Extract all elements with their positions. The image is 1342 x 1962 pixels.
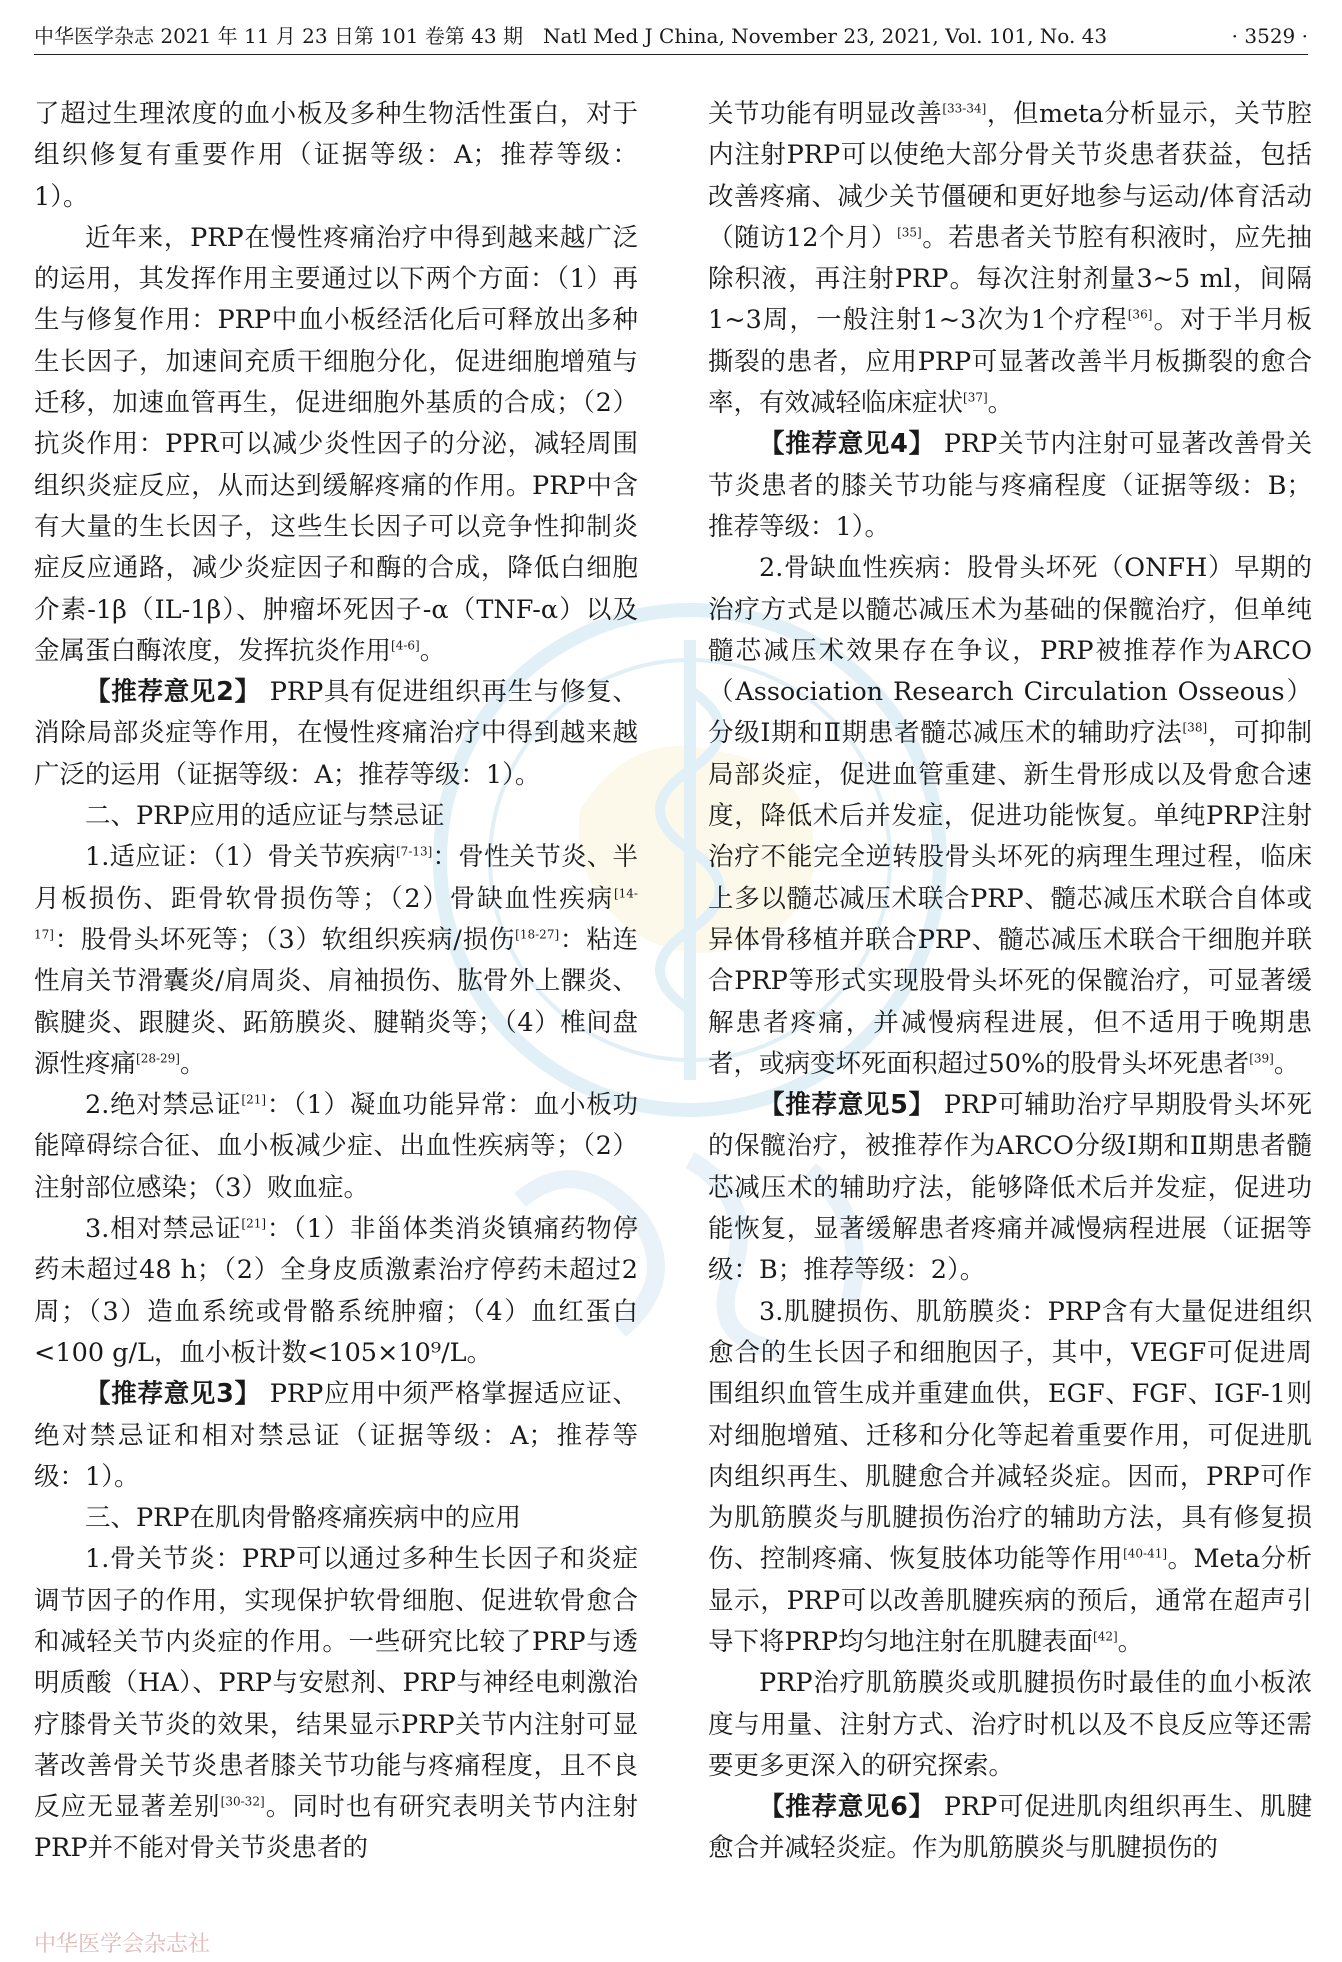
citation-ref: [37] bbox=[963, 390, 988, 405]
paragraph-text: 近年来，PRP在慢性疼痛治疗中得到越来越广泛的运用，其发挥作用主要通过以下两个方面：（1）再生与修复作用：PRP中血小板经活化后可释放出多种生长因子，加速间充质干细胞分化，促进细胞增殖与迁移，加速血管再生，促进细胞外基质的合成；（2）抗炎作用：PPR可以减少炎性因子的分泌，减轻周围组织炎症反应，从而达到缓解疼痛的作用。PRP中含有大量的生长因子，这些生长因子可以竞争性抑制炎症反应通路，减少炎症因子和酶的合成，降低白细胞介素-1β（IL-1β）、肿瘤坏死因子-α（TNF-α）以及金属蛋白酶浓度，发挥抗炎作用 bbox=[34, 222, 638, 666]
paragraph-text: ：（1）非甾体类消炎镇痛药物停药未超过48 h；（2）全身皮质激素治疗停药未超过2周；（3）造血系统或骨骼系统肿瘤；（4）血红蛋白<100 g/L，血小板计数<105×10⁹/L。 bbox=[34, 1214, 638, 1368]
body-paragraph bbox=[34, 796, 638, 837]
body-paragraph bbox=[34, 1539, 638, 1869]
body-paragraph bbox=[708, 1292, 1312, 1664]
recommendation-label: 【推荐意见5】 bbox=[759, 1090, 935, 1121]
paragraph-text: ：（1）凝血功能异常：血小板功能障碍综合征、血小板减少症、出血性疾病等；（2）注射部位感染；（3）败血症。 bbox=[34, 1090, 638, 1203]
paragraph-text: PRP可促进肌肉组织再生、肌腱愈合并减轻炎症。作为肌筋膜炎与肌腱损伤的 bbox=[708, 1792, 1313, 1864]
paragraph-text: 2.骨缺血性疾病：股骨头坏死（ONFH）早期的治疗方式是以髓芯减压术为基础的保髋治疗，但单纯髓芯减压术效果存在争议，PRP被推荐作为ARCO（Association Research Circulation Osseous）分级Ⅰ期和Ⅱ期患者髓芯减压术的辅助疗法 bbox=[708, 553, 1312, 749]
citation-ref: [39] bbox=[1249, 1051, 1274, 1066]
citation-ref: [21] bbox=[241, 1092, 267, 1107]
body-paragraph bbox=[34, 837, 638, 1085]
citation-ref: [38] bbox=[1182, 720, 1208, 735]
paragraph-text: PRP可辅助治疗早期股骨头坏死的保髋治疗，被推荐作为ARCO分级Ⅰ期和Ⅱ期患者髓芯减压术的辅助疗法，能够降低术后并发症，促进功能恢复，显著缓解患者疼痛并减慢病程进展（证据等级：B；推荐等级：2）。 bbox=[708, 1090, 1313, 1286]
recommendation-label: 【推荐意见6】 bbox=[759, 1792, 935, 1823]
citation-ref: [4-6] bbox=[391, 638, 420, 653]
paragraph-text: PRP具有促进组织再生与修复、消除局部炎症等作用，在慢性疼痛治疗中得到越来越广泛的运用（证据等级：A；推荐等级：1）。 bbox=[34, 677, 639, 790]
body-paragraph bbox=[708, 94, 1312, 424]
paragraph-text: PRP关节内注射可显著改善骨关节炎患者的膝关节功能与疼痛程度（证据等级：B；推荐等级：1）。 bbox=[708, 429, 1313, 542]
paragraph-text: ：股骨头坏死等；（3）软组织疾病/损伤 bbox=[53, 924, 516, 955]
recommendation-paragraph bbox=[708, 1787, 1312, 1870]
recommendation-label: 【推荐意见4】 bbox=[759, 429, 935, 460]
left-column bbox=[34, 94, 638, 1870]
paragraph-text: 关节功能有明显改善 bbox=[708, 99, 943, 129]
paragraph-text: 。 bbox=[1273, 1048, 1300, 1079]
paragraph-text: 。 bbox=[179, 1048, 206, 1079]
paragraph-text: 3.肌腱损伤、肌筋膜炎：PRP含有大量促进组织愈合的生长因子和细胞因子，其中，VEGF可促进周围组织血管生成并重建血供，EGF、FGF、IGF-1则对细胞增殖、迁移和分化等起着重要作用，可促进肌肉组织再生、肌腱愈合并减轻炎症。因而，PRP可作为肌筋膜炎与肌腱损伤治疗的辅助方法，具有修复损伤、控制疼痛、恢复肢体功能等作用 bbox=[708, 1296, 1312, 1575]
citation-ref: [33-34] bbox=[942, 101, 987, 116]
footer-watermark: 中华医学会杂志社 bbox=[34, 1932, 211, 1957]
paragraph-text: ：粘连性肩关节滑囊炎/肩周炎、肩袖损伤、肱骨外上髁炎、髌腱炎、跟腱炎、跖筋膜炎、腱鞘炎等；（4）椎间盘源性疼痛 bbox=[34, 924, 638, 1079]
paragraph-text: PRP应用中须严格掌握适应证、绝对禁忌证和相对禁忌证（证据等级：A；推荐等级：1）。 bbox=[34, 1379, 639, 1492]
recommendation-label: 【推荐意见2】 bbox=[85, 677, 261, 708]
citation-ref: [18-27] bbox=[515, 927, 560, 942]
paragraph-text: 三、PRP在肌肉骨骼疼痛疾病中的应用 bbox=[85, 1503, 522, 1534]
citation-ref: [35] bbox=[897, 225, 922, 240]
paragraph-text: 。对于半月板撕裂的患者，应用PRP可显著改善半月板撕裂的愈合率，有效减轻临床症状 bbox=[708, 305, 1312, 419]
page-number: · 3529 · bbox=[1231, 24, 1308, 48]
recommendation-paragraph bbox=[708, 424, 1312, 548]
paragraph-text: 了超过生理浓度的血小板及多种生物活性蛋白，对于组织修复有重要作用（证据等级：A；推荐等级：1）。 bbox=[34, 99, 638, 212]
body-paragraph bbox=[34, 218, 638, 672]
paragraph-text: PRP治疗肌筋膜炎或肌腱损伤时最佳的血小板浓度与用量、注射方式、治疗时机以及不良反应等还需要更多更深入的研究探索。 bbox=[708, 1668, 1312, 1781]
citation-ref: [21] bbox=[241, 1216, 267, 1231]
citation-ref: [40-41] bbox=[1123, 1546, 1168, 1561]
recommendation-paragraph bbox=[708, 1085, 1312, 1291]
citation-ref: [30-32] bbox=[220, 1794, 265, 1809]
body-paragraph bbox=[708, 1663, 1312, 1787]
right-column bbox=[708, 94, 1312, 1870]
paragraph-text: 3.相对禁忌证 bbox=[85, 1214, 242, 1245]
recommendation-paragraph bbox=[34, 672, 638, 796]
recommendation-label: 【推荐意见3】 bbox=[85, 1379, 261, 1410]
paragraph-text: 。 bbox=[1117, 1626, 1144, 1657]
citation-ref: [7-13] bbox=[396, 844, 433, 859]
citation-ref: [28-29] bbox=[136, 1051, 180, 1066]
journal-citation: 中华医学杂志 2021 年 11 月 23 日第 101 卷第 43 期 Natl Med J China, November 23, 2021, Vol. 101, No. 43 bbox=[34, 24, 1108, 48]
paragraph-text: ，但meta分析显示，关节腔内注射PRP可以使绝大部分骨关节炎患者获益，包括改善疼痛、减少关节僵硬和更好地参与运动/体育活动（随访12个月） bbox=[708, 99, 1312, 253]
citation-ref: [36] bbox=[1127, 307, 1153, 322]
body-paragraph bbox=[34, 94, 638, 218]
citation-ref: [42] bbox=[1093, 1629, 1118, 1644]
paragraph-text: 。Meta分析显示，PRP可以改善肌腱疾病的预后，通常在超声引导下将PRP均匀地注射在肌腱表面 bbox=[708, 1544, 1312, 1657]
paragraph-text: 。 bbox=[987, 388, 1014, 419]
running-header bbox=[34, 18, 1308, 55]
citation-ref: [14-17] bbox=[34, 886, 638, 942]
paragraph-text: 。同时也有研究表明关节内注射PRP并不能对骨关节炎患者的 bbox=[34, 1792, 638, 1864]
body-paragraph bbox=[34, 1085, 638, 1209]
paragraph-text: 1.骨关节炎：PRP可以通过多种生长因子和炎症调节因子的作用，实现保护软骨细胞、促进软骨愈合和减轻关节内炎症的作用。一些研究比较了PRP与透明质酸（HA）、PRP与安慰剂、PRP与神经电刺激治疗膝骨关节炎的效果，结果显示PRP关节内注射可显著改善骨关节炎患者膝关节功能与疼痛程度，且不良反应无显著差别 bbox=[34, 1544, 638, 1823]
paragraph-text: 1.适应证：（1）骨关节疾病 bbox=[85, 842, 396, 873]
paragraph-text: 二、PRP应用的适应证与禁忌证 bbox=[85, 801, 445, 832]
body-paragraph bbox=[34, 1209, 638, 1374]
paragraph-text: ：骨性关节炎、半月板损伤、距骨软骨损伤等；（2）骨缺血性疾病 bbox=[34, 842, 638, 914]
paragraph-text: ，可抑制局部炎症，促进血管重建、新生骨形成以及骨愈合速度，降低术后并发症，促进功能恢复。单纯PRP注射治疗不能完全逆转股骨头坏死的病理生理过程，临床上多以髓芯减压术联合PRP、髓芯减压术联合自体或异体骨移植并联合PRP、髓芯减压术联合干细胞并联合PRP等形式实现股骨头坏死的保髋治疗，可显著缓解患者疼痛，并减慢病程进展，但不适用于晚期患者，或病变坏死面积超过50%的股骨头坏死患者 bbox=[708, 718, 1312, 1079]
paragraph-text: 。若患者关节腔有积液时，应先抽除积液，再注射PRP。每次注射剂量3~5 ml，间隔1~3周，一般注射1~3次为1个疗程 bbox=[708, 222, 1312, 336]
body-paragraph bbox=[34, 1498, 638, 1539]
body-paragraph bbox=[708, 548, 1312, 1085]
recommendation-paragraph bbox=[34, 1374, 638, 1498]
paragraph-text: 。 bbox=[419, 635, 446, 666]
paragraph-text: 2.绝对禁忌证 bbox=[85, 1090, 242, 1121]
